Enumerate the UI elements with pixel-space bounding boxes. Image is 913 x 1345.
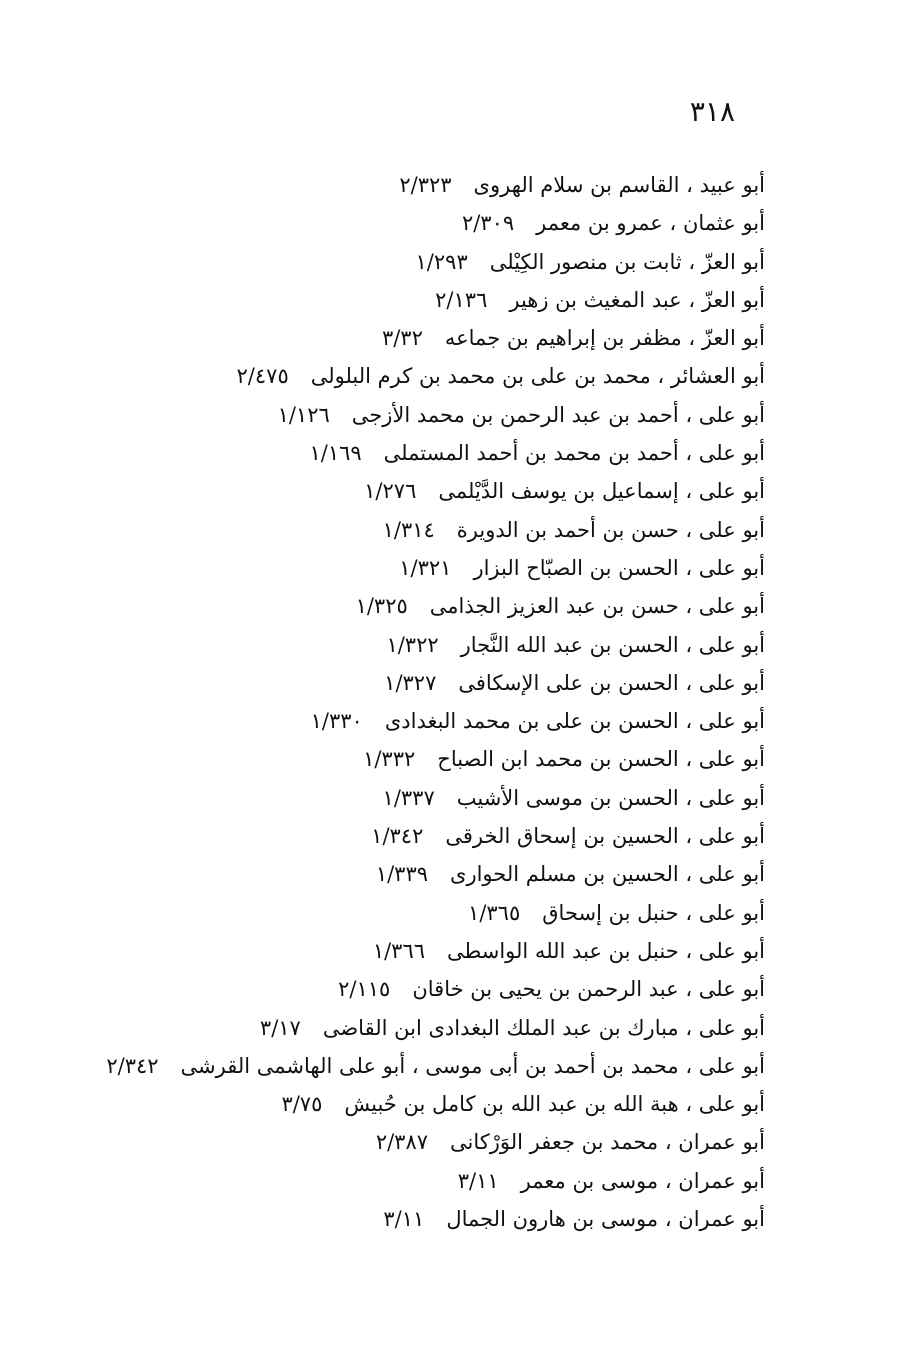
entry-reference: ١/٣٢٥ xyxy=(355,594,408,619)
entry-name: أبو عمران ، محمد بن جعفر الوَرْكانى xyxy=(450,1130,765,1155)
entry-name: أبو على ، الحسن بن محمد ابن الصباح xyxy=(437,747,765,772)
entry-reference: ٢/١٣٦ xyxy=(435,287,488,312)
entry-reference: ١/٣٤٢ xyxy=(371,824,424,849)
entry-reference: ٢/١١٥ xyxy=(338,977,391,1002)
entry-reference: ٢/٣٤٢ xyxy=(106,1053,159,1078)
entry-reference: ١/١٢٦ xyxy=(277,402,330,427)
index-entry xyxy=(65,817,765,855)
entry-reference: ١/٣٣٧ xyxy=(382,785,435,810)
index-entry xyxy=(65,855,765,893)
entry-name: أبو على ، الحسين بن مسلم الحوارى xyxy=(450,862,765,887)
index-entry xyxy=(65,243,765,281)
entry-name: أبو على ، الحسين بن إسحاق الخرقى xyxy=(445,824,765,849)
entry-reference: ١/٣٦٥ xyxy=(468,900,521,925)
entry-reference: ٣/٧٥ xyxy=(281,1092,323,1117)
entry-reference: ١/٣١٤ xyxy=(382,517,435,542)
index-entry xyxy=(65,1085,765,1123)
entry-name: أبو عمران ، موسى بن هارون الجمال xyxy=(446,1207,765,1232)
entry-reference: ٢/٣٠٩ xyxy=(461,211,515,236)
entry-name: أبو عبيد ، القاسم بن سلام الهروى xyxy=(473,173,765,197)
entry-reference: ١/٢٧٦ xyxy=(364,479,417,504)
entry-name: أبو على ، أحمد بن محمد بن أحمد المستملى xyxy=(383,441,765,466)
entry-name: أبو على ، الحسن بن على الإسكافى xyxy=(458,670,765,695)
entry-name: أبو على ، الحسن بن على بن محمد البغدادى xyxy=(384,709,765,734)
entry-name: أبو على ، حنبل بن إسحاق xyxy=(542,900,765,925)
entry-reference: ٣/١١ xyxy=(457,1168,499,1193)
index-entry xyxy=(65,166,765,204)
entry-reference: ٢/٤٧٥ xyxy=(236,364,289,389)
entry-name: أبو على ، هبة الله بن عبد الله بن كامل بن حُبيش xyxy=(344,1092,765,1117)
index-entry xyxy=(65,587,765,625)
entry-name: أبو على ، محمد بن أحمد بن أبى موسى ، أبو على الهاشمى القرشى xyxy=(180,1053,765,1078)
entry-name: أبو العزّ ، عبد المغيث بن زهير xyxy=(509,287,765,312)
index-entry xyxy=(65,1200,765,1238)
entry-reference: ١/٣٦٦ xyxy=(372,938,426,963)
entry-reference: ١/٣٣٢ xyxy=(363,747,416,772)
index-entry xyxy=(65,932,765,970)
index-entry xyxy=(65,434,765,472)
entry-reference: ١/٣٢١ xyxy=(399,555,452,580)
entry-name: أبو العشائر ، محمد بن على بن محمد بن كرم البلولى xyxy=(310,364,765,389)
entry-name: أبو على ، حسن بن أحمد بن الدويرة xyxy=(456,517,765,542)
entry-reference: ٢/٣٢٣ xyxy=(399,173,452,197)
index-entry xyxy=(65,740,765,778)
index-entry xyxy=(65,396,765,434)
entry-name: أبو على ، الحسن بن الصبّاح البزار xyxy=(473,555,765,580)
entry-reference: ١/٣٣٠ xyxy=(310,709,363,734)
entry-name: أبو على ، عبد الرحمن بن يحيى بن خاقان xyxy=(412,977,765,1002)
entry-reference: ١/١٦٩ xyxy=(309,441,362,466)
entry-name: أبو على ، أحمد بن عبد الرحمن بن محمد الأزجى xyxy=(351,402,765,427)
index-entry xyxy=(65,472,765,510)
entry-reference: ١/٣٢٢ xyxy=(386,632,439,657)
index-entry xyxy=(65,204,765,242)
entry-name: أبو على ، مبارك بن عبد الملك البغدادى ابن القاضى xyxy=(322,1015,765,1040)
entry-name: أبو على ، إسماعيل بن يوسف الدَّيْلمى xyxy=(438,479,765,504)
index-entry xyxy=(65,281,765,319)
entry-reference: ٣/٣٢ xyxy=(381,326,423,351)
index-entry xyxy=(65,702,765,740)
entry-name: أبو العزّ ، ثابت بن منصور الكِيْلى xyxy=(489,249,765,274)
entry-name: أبو عثمان ، عمرو بن معمر xyxy=(536,211,765,236)
entry-name: أبو على ، حسن بن عبد العزيز الجذامى xyxy=(429,594,765,619)
entry-reference: ٣/١١ xyxy=(383,1207,425,1232)
entry-name: أبو على ، الحسن بن عبد الله النَّجار xyxy=(460,632,765,657)
index-entry xyxy=(65,1047,765,1085)
entry-reference: ١/٣٣٩ xyxy=(375,862,429,887)
index-entry xyxy=(65,970,765,1008)
index-entry xyxy=(65,894,765,932)
index-entry xyxy=(65,1162,765,1200)
entry-reference: ١/٣٢٧ xyxy=(384,670,437,695)
index-entry xyxy=(65,357,765,395)
index-entry xyxy=(65,664,765,702)
index-entry-list xyxy=(65,166,765,1238)
index-entry xyxy=(65,1123,765,1161)
index-entry xyxy=(65,626,765,664)
index-entry xyxy=(65,511,765,549)
entry-reference: ٣/١٧ xyxy=(259,1015,301,1040)
entry-reference: ١/٢٩٣ xyxy=(415,249,468,274)
index-entry xyxy=(65,549,765,587)
index-entry xyxy=(65,779,765,817)
entry-name: أبو العزّ ، مظفر بن إبراهيم بن جماعه xyxy=(444,326,765,351)
index-entry xyxy=(65,319,765,357)
entry-name: أبو على ، الحسن بن موسى الأشيب xyxy=(456,785,765,810)
page-number: ٣١٨ xyxy=(689,95,735,128)
index-entry xyxy=(65,1009,765,1047)
entry-name: أبو على ، حنبل بن عبد الله الواسطى xyxy=(447,938,765,963)
entry-reference: ٢/٣٨٧ xyxy=(375,1130,429,1155)
entry-name: أبو عمران ، موسى بن معمر xyxy=(520,1168,765,1193)
